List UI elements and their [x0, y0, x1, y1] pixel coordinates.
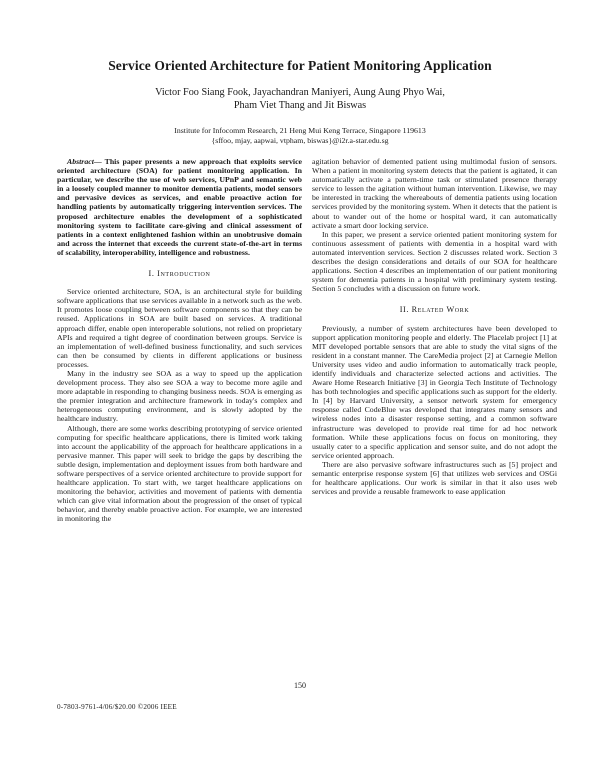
intro-paragraph-3: Although, there are some works describing prototyping of service oriented computing for specific healthcare applications, there is limited work taking into account the applicability of the approach for healthcare applications in a pervasive manner. This paper will seek to bridge the gaps by describing the subtle design, implementation and deployment issues from both hardware and software perspectives of a service oriented architecture to provide support for healthcare application. To start with, we target healthcare applications on monitoring the behavior, activities and movement of patients with dementia which can give vital information about the progression of the onset of typical behavior, and thereby enable proactive action. For example, we are interested in monitoring the [57, 423, 302, 524]
affiliation-address: Institute for Infocomm Research, 21 Heng Mui Keng Terrace, Singapore 119613 [174, 126, 426, 135]
section-heading-related-work: II. Related Work [399, 305, 470, 315]
abstract-text: — This paper presents a new approach that exploits service oriented architecture (SOA) for patient monitoring application. In particular, we describe the use of web services, UPnP and semantic web in a loosely coupled manner to monitor dementia patients, model sensors and pervasive devices as services, and enable proactive action for handling patients by automatically triggering intervention services. The proposed architecture enables the development of a sophisticated monitoring system to facilitate care-giving and clinical assessment of patients in a context enlightened fashion within an unobtrusive domain and across the internet that exceeds the current state-of-the-art in terms of scalability, interoperability, intelligence and robustness. [57, 157, 302, 257]
isbn-footer: 0-7803-9761-4/06/$20.00 ©2006 IEEE [57, 703, 177, 711]
left-column [57, 157, 302, 524]
author-line-2: Pham Viet Thang and Jit Biswas [233, 100, 367, 111]
related-paragraph-1: Previously, a number of system architectures have been developed to support application monitoring people and elderly. The Placelab project [1] at MIT developed portable sensors that are able to study the vital signs of the resident in a constant manner. The CareMedia project [2] at Carnegie Mellon University uses video and audio information to automatically track people, identify individuals and characterize selected actions and activities. The Aware Home Research Initiative [3] in Georgia Tech Institute of Technology has both technologies and specific applications such as support for the elderly. In [4] by Harvard University, a sensor network system for emergency response called CodeBlue was developed that integrates many sensors and wireless nodes into a disaster response setting, and a common software infrastructure was developed to provide real time for ad hoc network formation. While these applications focus on focus on monitoring, they usually cater to a specific application and sensor suite, and do not adopt the service oriented approach. [312, 323, 557, 460]
section-heading-introduction: I. Introduction [148, 269, 211, 279]
intro-paragraph-1: Service oriented architecture, SOA, is an architectural style for building software applications that use services available in a network such as the web. It promotes loose coupling between software components so that they can be reused. Applications in SOA are built based on services. A traditional approach differ, enable open interoperable solutions, not relied on proprietary APIs and required a tight degree of coordination between groups. Service is an implementation of well-defined business functionality, and such services can then be consumed by clients in different applications or business processes. [57, 287, 302, 369]
author-list [60, 86, 540, 112]
intro-paragraph-4: agitation behavior of demented patient using multimodal fusion of sensors. When a patient in monitoring system detects that the patient is agitated, it can automatically activate a pattern-time task or stimulated presence therapy service to lessen the agitation without human intervention. Likewise, we may be interested in tracking the whereabouts of dementia patients using location services provided by the monitoring system. When it detects that the patient is about to wander out of the home or hospital ward, it can automatically activate a smart door locking service. [312, 157, 557, 230]
intro-paragraph-5: In this paper, we present a service oriented patient monitoring system for continuous assessment of patients with dementia in a hospital ward with automated intervention services. Section 2 discusses related work. Section 3 describes the design considerations and details of our SOA for healthcare applications. Section 4 describes an implementation of our patient monitoring system for dementia patients in a hospital with preliminary system testing. Section 5 concludes with a discussion on future work. [312, 229, 557, 294]
intro-paragraph-2: Many in the industry see SOA as a way to speed up the application development process. They also see SOA a way to become more agile and more adaptable in responding to changing business needs. SOA is emerging as the premier integration and architecture framework in today's complex and heterogeneous computing environment, and is slowly adopted by the healthcare industry. [57, 368, 302, 424]
related-paragraph-2: There are also pervasive software infrastructures such as [5] project and semantic enterprise response system [6] that utilizes web services and OSGi for healthcare applications. Our work is similar in that it also uses web services and provide a reusable framework to ease application [312, 459, 557, 497]
page-number: 150 [294, 681, 306, 690]
abstract [57, 157, 302, 257]
abstract-lead: Abstract [67, 157, 94, 166]
right-column [312, 157, 557, 496]
author-line-1: Victor Foo Siang Fook, Jayachandran Maniyeri, Aung Aung Phyo Wai, [155, 87, 445, 98]
affiliation [60, 126, 540, 146]
paper-title: Service Oriented Architecture for Patient Monitoring Application [108, 58, 492, 73]
affiliation-emails: {sffoo, mjay, aapwai, vtpham, biswas}@i2r.a-star.edu.sg [211, 136, 389, 145]
